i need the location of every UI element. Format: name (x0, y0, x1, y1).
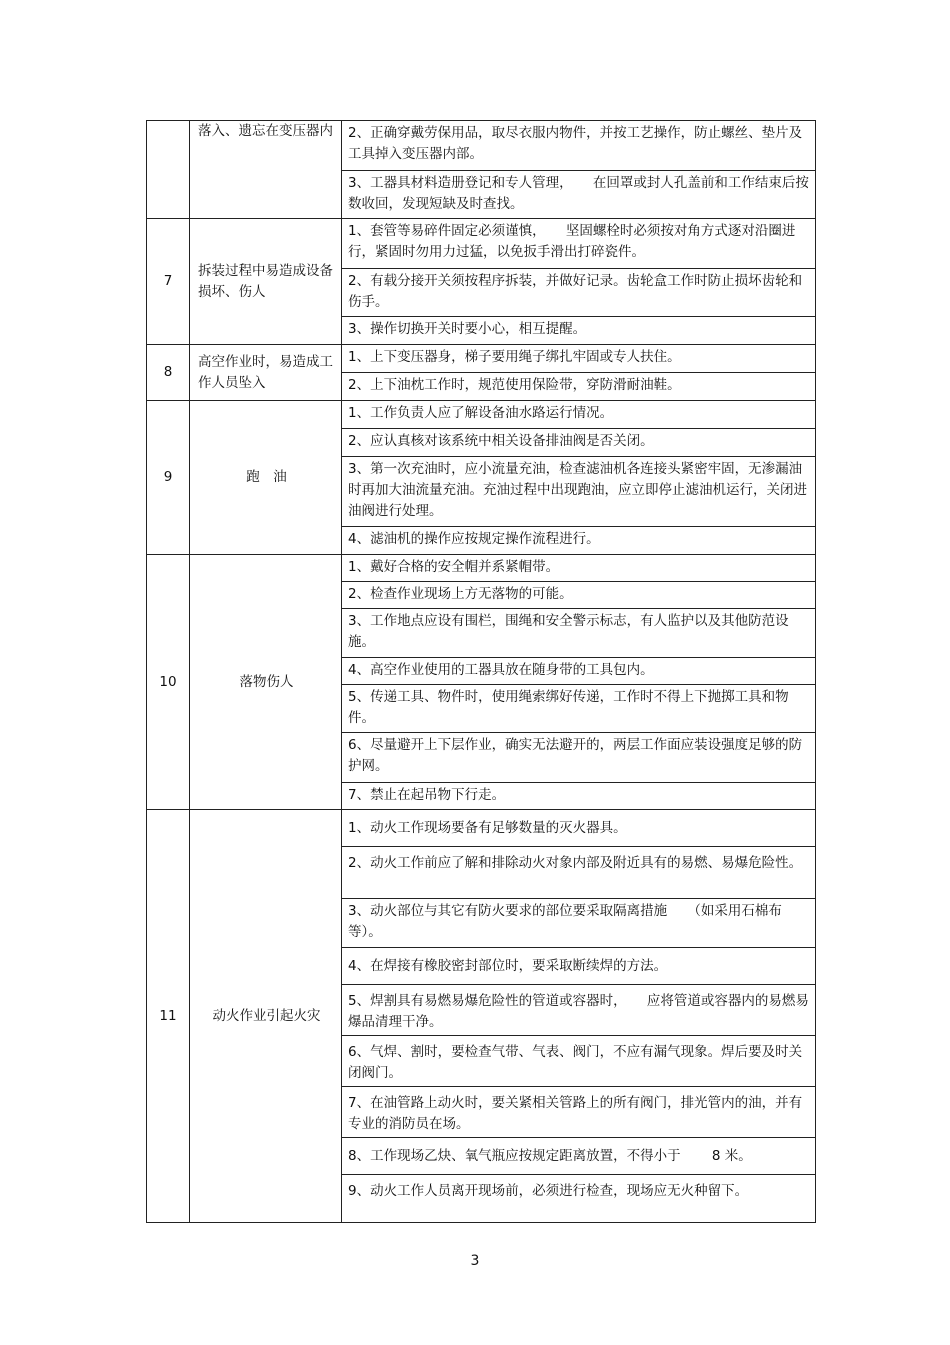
page-number: 3 (470, 1253, 480, 1269)
row-number: 8 (147, 345, 190, 401)
hazard-cell: 拆装过程中易造成设备损坏、伤人 (190, 219, 342, 345)
measure-cell: 6、气焊、割时，要检查气带、气表、阀门，不应有漏气现象。焊后要及时关闭阀门。 (342, 1036, 816, 1087)
measure-cell: 3、动火部位与其它有防火要求的部位要采取隔离措施 （如采用石棉布等）。 (342, 899, 816, 948)
measure-cell: 4、在焊接有橡胶密封部位时，要采取断续焊的方法。 (342, 948, 816, 985)
row-number: 7 (147, 219, 190, 345)
hazard-cell: 落物伤人 (190, 555, 342, 810)
measure-cell: 1、工作负责人应了解设备油水路运行情况。 (342, 401, 816, 429)
measure-cell: 1、动火工作现场要备有足够数量的灭火器具。 (342, 810, 816, 847)
row-number: 10 (147, 555, 190, 810)
row-number (147, 121, 190, 219)
measure-cell: 3、工作地点应设有围栏，围绳和安全警示标志，有人监护以及其他防范设施。 (342, 609, 816, 658)
measure-cell: 8、工作现场乙炔、氧气瓶应按规定距离放置，不得小于 8 米。 (342, 1138, 816, 1175)
measure-cell: 7、禁止在起吊物下行走。 (342, 783, 816, 810)
measure-cell: 2、正确穿戴劳保用品，取尽衣服内物件，并按工艺操作，防止螺丝、垫片及工具掉入变压器内部。 (342, 121, 816, 171)
hazard-cell: 高空作业时，易造成工作人员坠入 (190, 345, 342, 401)
measure-cell: 2、检查作业现场上方无落物的可能。 (342, 582, 816, 609)
measure-cell: 2、上下油枕工作时，规范使用保险带，穿防滑耐油鞋。 (342, 373, 816, 401)
hazard-cell: 跑 油 (190, 401, 342, 555)
measure-cell: 4、滤油机的操作应按规定操作流程进行。 (342, 527, 816, 555)
measure-cell: 1、戴好合格的安全帽并系紧帽带。 (342, 555, 816, 582)
hazard-cell: 动火作业引起火灾 (190, 810, 342, 1223)
row-number: 9 (147, 401, 190, 555)
measure-cell: 2、有载分接开关须按程序拆装，并做好记录。齿轮盒工作时防止损坏齿轮和伤手。 (342, 269, 816, 317)
measure-cell: 3、操作切换开关时要小心，相互提醒。 (342, 317, 816, 345)
measure-cell: 5、传递工具、物件时，使用绳索绑好传递，工作时不得上下抛掷工具和物件。 (342, 685, 816, 733)
measure-cell: 1、上下变压器身，梯子要用绳子绑扎牢固或专人扶住。 (342, 345, 816, 373)
measure-cell: 2、动火工作前应了解和排除动火对象内部及附近具有的易燃、易爆危险性。 (342, 847, 816, 899)
measure-cell: 5、焊割具有易燃易爆危险性的管道或容器时， 应将管道或容器内的易燃易爆品清理干净。 (342, 985, 816, 1036)
measure-cell: 4、高空作业使用的工器具放在随身带的工具包内。 (342, 658, 816, 685)
hazard-cell: 落入、遗忘在变压器内 (190, 121, 342, 219)
measure-cell: 3、工器具材料造册登记和专人管理， 在回罩或封人孔盖前和工作结束后按数收回，发现短缺及时查找。 (342, 171, 816, 219)
measure-cell: 6、尽量避开上下层作业，确实无法避开的，两层工作面应装设强度足够的防护网。 (342, 733, 816, 783)
row-number: 11 (147, 810, 190, 1223)
measure-cell: 3、第一次充油时，应小流量充油，检查滤油机各连接头紧密牢固，无渗漏油时再加大油流量充油。充油过程中出现跑油，应立即停止滤油机运行，关闭进油阀进行处理。 (342, 457, 816, 527)
measure-cell: 9、动火工作人员离开现场前，必须进行检查，现场应无火种留下。 (342, 1175, 816, 1223)
table-row (147, 121, 816, 171)
measure-cell: 7、在油管路上动火时，要关紧相关管路上的所有阀门，排光管内的油，并有专业的消防员在场。 (342, 1087, 816, 1138)
measure-cell: 1、套管等易碎件固定必须谨慎， 坚固螺栓时必须按对角方式逐对沿圈进行，紧固时勿用力过猛，以免扳手滑出打碎瓷件。 (342, 219, 816, 269)
table-row (147, 345, 816, 373)
table-row (147, 810, 816, 847)
table-row (147, 555, 816, 582)
measure-cell: 2、应认真核对该系统中相关设备排油阀是否关闭。 (342, 429, 816, 457)
table-row (147, 401, 816, 429)
safety-measures-table (146, 120, 816, 1223)
table-row (147, 219, 816, 269)
